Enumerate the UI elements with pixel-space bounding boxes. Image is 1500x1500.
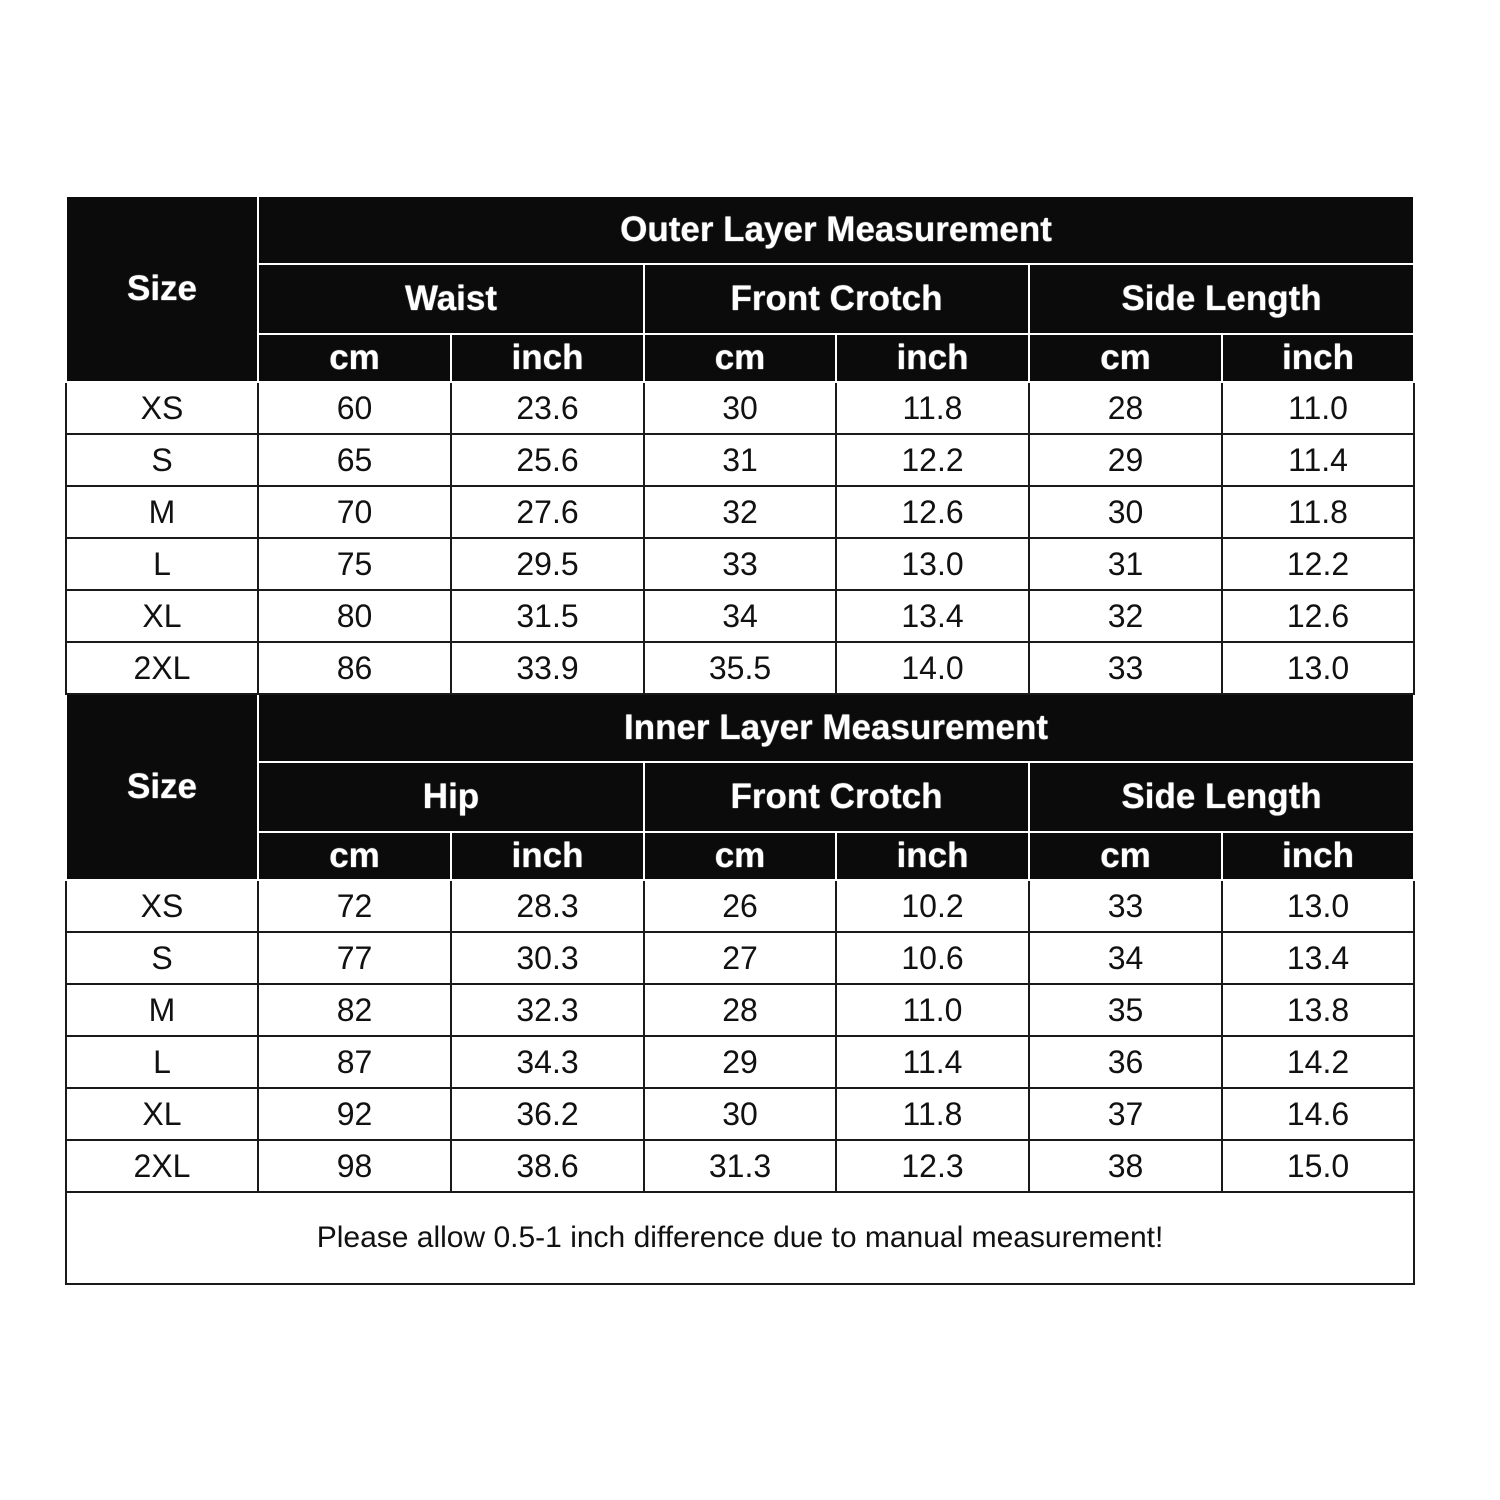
measurement-cell: 27 (644, 932, 836, 984)
measurement-group-header: Waist (258, 264, 644, 334)
measurement-cell: 32.3 (451, 984, 644, 1036)
measurement-cell: 13.4 (836, 590, 1029, 642)
measurement-cell: 65 (258, 434, 451, 486)
unit-row (66, 334, 1414, 382)
measurement-cell: 12.6 (1222, 590, 1414, 642)
measurement-cell: 33 (644, 538, 836, 590)
measurement-cell: 11.4 (1222, 434, 1414, 486)
measurement-cell: 12.2 (836, 434, 1029, 486)
measurement-cell: 23.6 (451, 382, 644, 434)
measurement-cell: 29 (644, 1036, 836, 1088)
section-title-row (66, 196, 1414, 264)
measurement-cell: 35.5 (644, 642, 836, 694)
table-row (66, 1140, 1414, 1192)
unit-header: inch (451, 832, 644, 880)
measurement-cell: 28 (1029, 382, 1222, 434)
table-row (66, 382, 1414, 434)
measurement-group-row (66, 264, 1414, 334)
table-row (66, 984, 1414, 1036)
measurement-cell: 11.8 (836, 1088, 1029, 1140)
size-cell: XL (66, 590, 258, 642)
measurement-group-header: Hip (258, 762, 644, 832)
unit-header: cm (644, 832, 836, 880)
measurement-cell: 28.3 (451, 880, 644, 932)
size-cell: 2XL (66, 642, 258, 694)
size-cell: S (66, 932, 258, 984)
section-title-row (66, 694, 1414, 762)
section-title: Outer Layer Measurement (258, 196, 1414, 264)
section-title: Inner Layer Measurement (258, 694, 1414, 762)
table-row (66, 486, 1414, 538)
table-row (66, 932, 1414, 984)
measurement-cell: 12.2 (1222, 538, 1414, 590)
note-row (66, 1192, 1414, 1284)
measurement-cell: 13.8 (1222, 984, 1414, 1036)
measurement-cell: 31 (1029, 538, 1222, 590)
measurement-group-header: Side Length (1029, 762, 1414, 832)
size-cell: XS (66, 382, 258, 434)
measurement-cell: 32 (1029, 590, 1222, 642)
measurement-cell: 37 (1029, 1088, 1222, 1140)
unit-header: cm (1029, 832, 1222, 880)
measurement-cell: 33 (1029, 642, 1222, 694)
measurement-cell: 25.6 (451, 434, 644, 486)
measurement-cell: 33 (1029, 880, 1222, 932)
measurement-cell: 13.0 (1222, 880, 1414, 932)
measurement-cell: 14.0 (836, 642, 1029, 694)
measurement-cell: 75 (258, 538, 451, 590)
measurement-cell: 13.0 (1222, 642, 1414, 694)
measurement-cell: 98 (258, 1140, 451, 1192)
table-row (66, 642, 1414, 694)
measurement-cell: 33.9 (451, 642, 644, 694)
measurement-cell: 11.0 (836, 984, 1029, 1036)
size-cell: M (66, 984, 258, 1036)
measurement-cell: 29.5 (451, 538, 644, 590)
measurement-cell: 77 (258, 932, 451, 984)
measurement-cell: 12.3 (836, 1140, 1029, 1192)
size-cell: S (66, 434, 258, 486)
measurement-cell: 13.0 (836, 538, 1029, 590)
size-chart-table (65, 195, 1415, 1285)
measurement-cell: 29 (1029, 434, 1222, 486)
measurement-cell: 26 (644, 880, 836, 932)
size-cell: XS (66, 880, 258, 932)
unit-header: cm (258, 334, 451, 382)
measurement-cell: 36 (1029, 1036, 1222, 1088)
size-column-header: Size (66, 694, 258, 880)
size-cell: XL (66, 1088, 258, 1140)
unit-header: cm (644, 334, 836, 382)
measurement-cell: 82 (258, 984, 451, 1036)
measurement-note: Please allow 0.5-1 inch difference due to manual measurement! (66, 1192, 1414, 1284)
measurement-cell: 38 (1029, 1140, 1222, 1192)
measurement-cell: 11.8 (836, 382, 1029, 434)
size-cell: L (66, 1036, 258, 1088)
measurement-cell: 72 (258, 880, 451, 932)
size-cell: M (66, 486, 258, 538)
measurement-cell: 14.6 (1222, 1088, 1414, 1140)
size-chart-body (66, 196, 1414, 1284)
measurement-group-header: Front Crotch (644, 762, 1029, 832)
measurement-cell: 10.6 (836, 932, 1029, 984)
table-row (66, 880, 1414, 932)
size-cell: L (66, 538, 258, 590)
measurement-group-row (66, 762, 1414, 832)
measurement-cell: 13.4 (1222, 932, 1414, 984)
measurement-cell: 31.5 (451, 590, 644, 642)
table-row (66, 1036, 1414, 1088)
unit-header: inch (836, 334, 1029, 382)
table-row (66, 538, 1414, 590)
measurement-cell: 60 (258, 382, 451, 434)
measurement-cell: 10.2 (836, 880, 1029, 932)
measurement-cell: 38.6 (451, 1140, 644, 1192)
measurement-cell: 11.0 (1222, 382, 1414, 434)
measurement-cell: 11.8 (1222, 486, 1414, 538)
measurement-cell: 12.6 (836, 486, 1029, 538)
unit-header: cm (1029, 334, 1222, 382)
unit-header: inch (836, 832, 1029, 880)
measurement-cell: 87 (258, 1036, 451, 1088)
unit-header: inch (451, 334, 644, 382)
measurement-cell: 31.3 (644, 1140, 836, 1192)
unit-header: inch (1222, 334, 1414, 382)
measurement-cell: 34 (1029, 932, 1222, 984)
measurement-cell: 86 (258, 642, 451, 694)
measurement-cell: 70 (258, 486, 451, 538)
measurement-cell: 30 (644, 1088, 836, 1140)
unit-header: cm (258, 832, 451, 880)
unit-row (66, 832, 1414, 880)
measurement-cell: 34.3 (451, 1036, 644, 1088)
unit-header: inch (1222, 832, 1414, 880)
table-row (66, 1088, 1414, 1140)
measurement-cell: 14.2 (1222, 1036, 1414, 1088)
measurement-cell: 92 (258, 1088, 451, 1140)
table-row (66, 590, 1414, 642)
measurement-cell: 32 (644, 486, 836, 538)
size-column-header: Size (66, 196, 258, 382)
measurement-cell: 30 (1029, 486, 1222, 538)
measurement-cell: 80 (258, 590, 451, 642)
measurement-cell: 35 (1029, 984, 1222, 1036)
measurement-cell: 15.0 (1222, 1140, 1414, 1192)
measurement-cell: 34 (644, 590, 836, 642)
size-cell: 2XL (66, 1140, 258, 1192)
measurement-cell: 30 (644, 382, 836, 434)
measurement-cell: 11.4 (836, 1036, 1029, 1088)
measurement-cell: 27.6 (451, 486, 644, 538)
measurement-cell: 31 (644, 434, 836, 486)
table-row (66, 434, 1414, 486)
measurement-cell: 30.3 (451, 932, 644, 984)
measurement-group-header: Front Crotch (644, 264, 1029, 334)
measurement-cell: 28 (644, 984, 836, 1036)
measurement-cell: 36.2 (451, 1088, 644, 1140)
measurement-group-header: Side Length (1029, 264, 1414, 334)
